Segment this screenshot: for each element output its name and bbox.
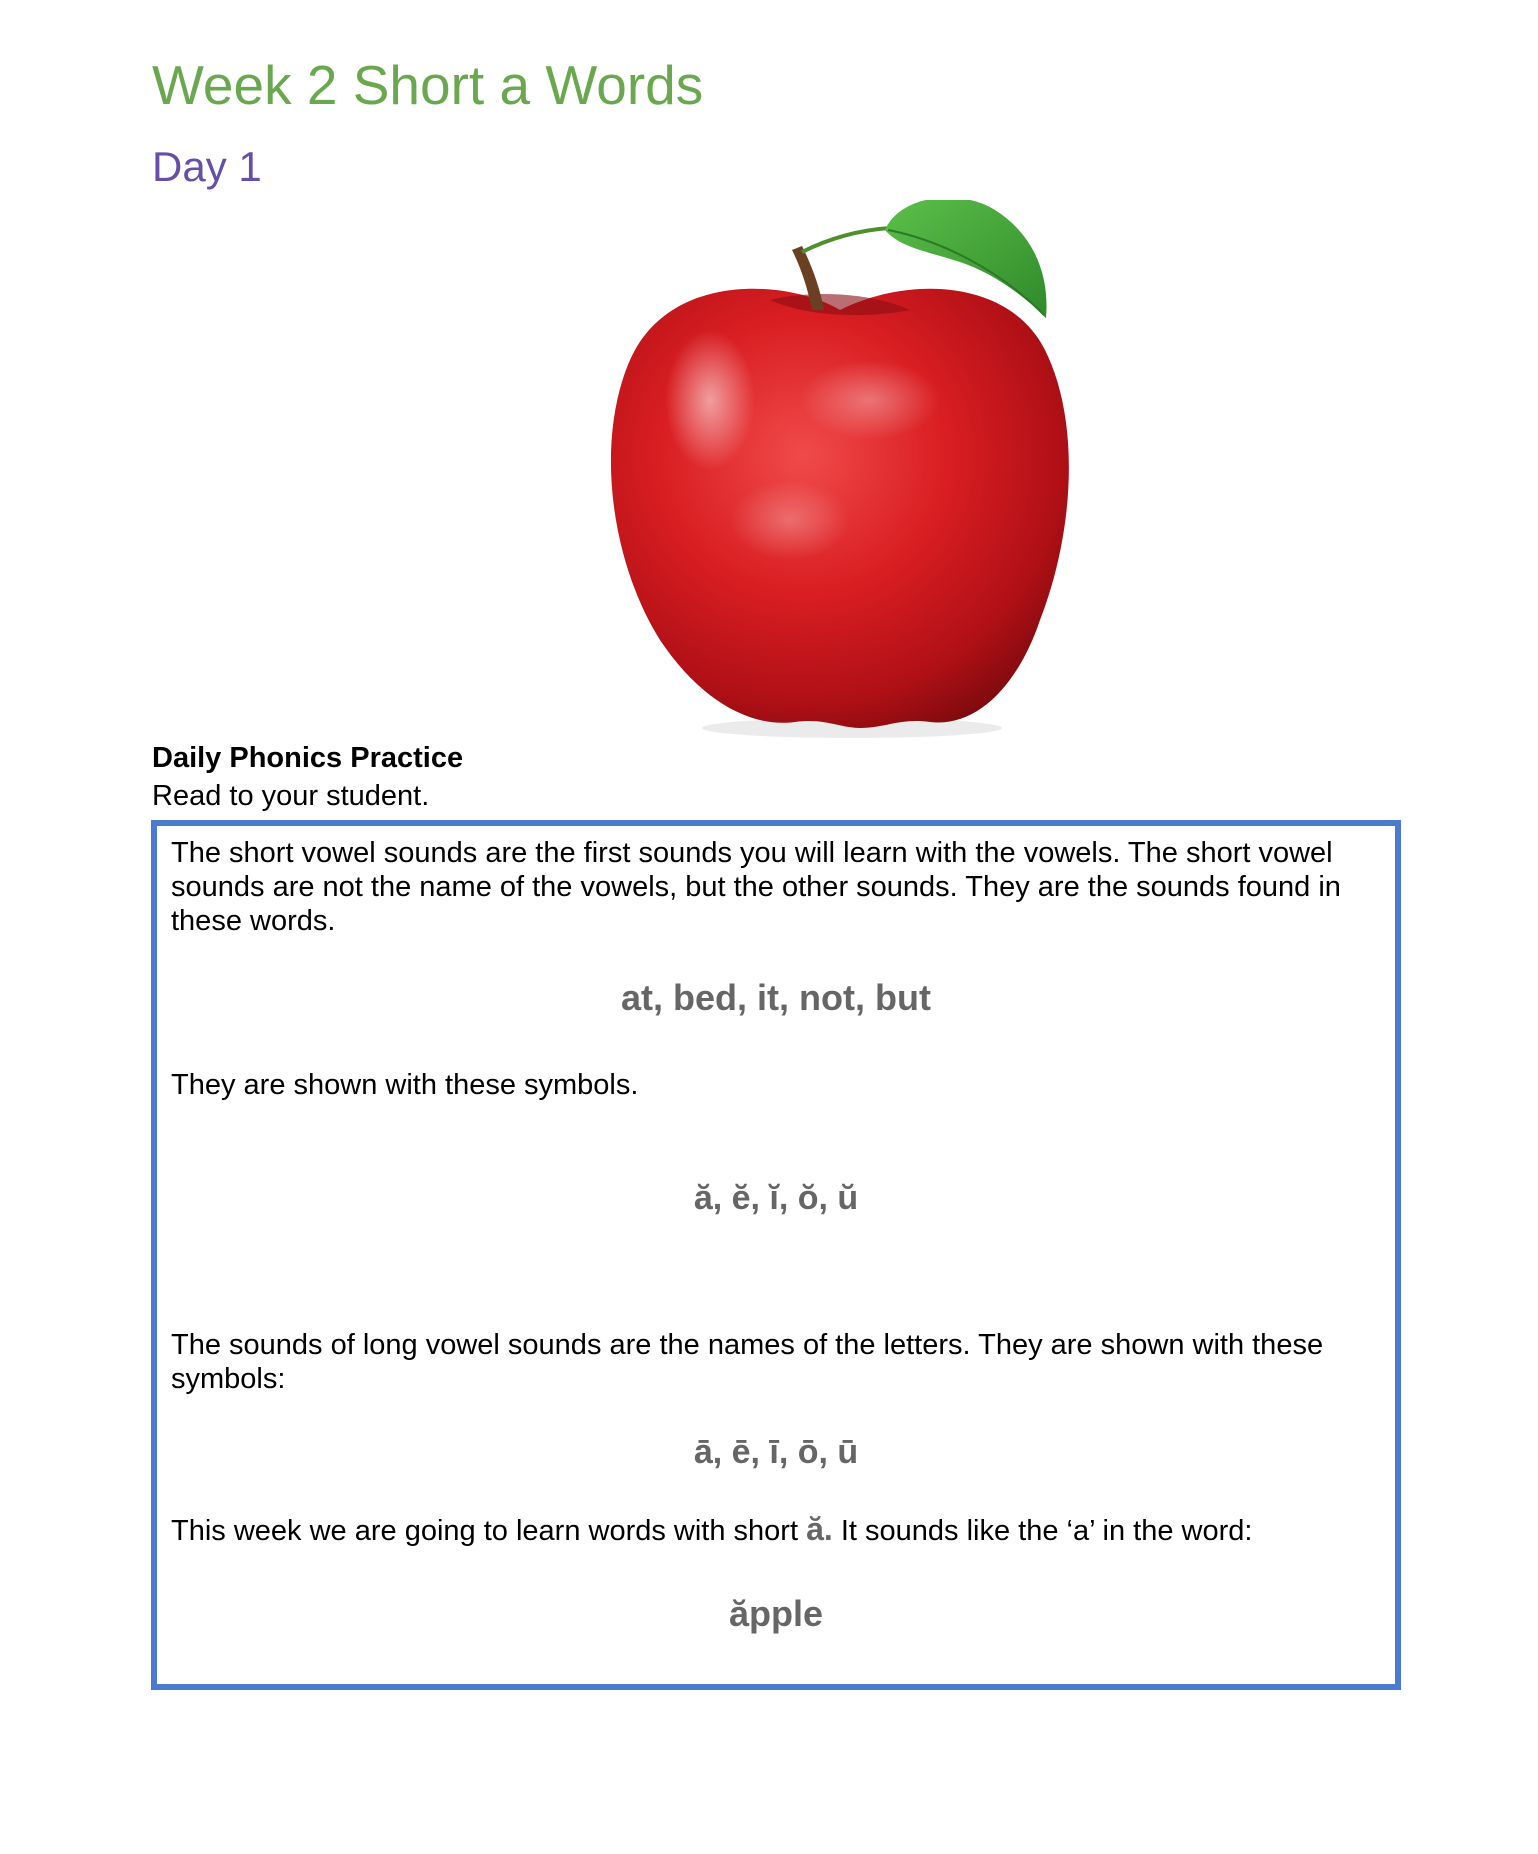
page-title: Week 2 Short a Words (152, 54, 704, 116)
practice-instruction: Read to your student. (152, 780, 430, 812)
lesson-box (151, 820, 1401, 1690)
week-intro-after: It sounds like the ‘a’ in the word: (832, 1515, 1253, 1547)
keyword-apple: ăpple (728, 1593, 824, 1634)
lesson-intro: The short vowel sounds are the first sounds you will learn with the vowels. The short vowel sounds are not the name of the vowels, but the other sounds. They are the sounds found in these words. (171, 837, 1341, 937)
apple-image (540, 200, 1180, 740)
practice-heading: Daily Phonics Practice (152, 742, 464, 774)
short-a-symbol: ă. (806, 1511, 833, 1547)
example-words: at, bed, it, not, but (621, 977, 931, 1018)
week-intro-before: This week we are going to learn words with short (171, 1515, 807, 1547)
long-vowel-intro: The sounds of long vowel sounds are the names of the letters. They are shown with these symbols: (171, 1329, 1324, 1395)
symbols-intro: They are shown with these symbols. (171, 1069, 639, 1101)
long-vowel-symbols: ā, ē, ī, ō, ū (693, 1433, 859, 1471)
short-vowel-symbols: ă, ĕ, ĭ, ŏ, ŭ (693, 1179, 859, 1217)
day-subtitle: Day 1 (152, 143, 262, 190)
week-intro (171, 1512, 1381, 1548)
